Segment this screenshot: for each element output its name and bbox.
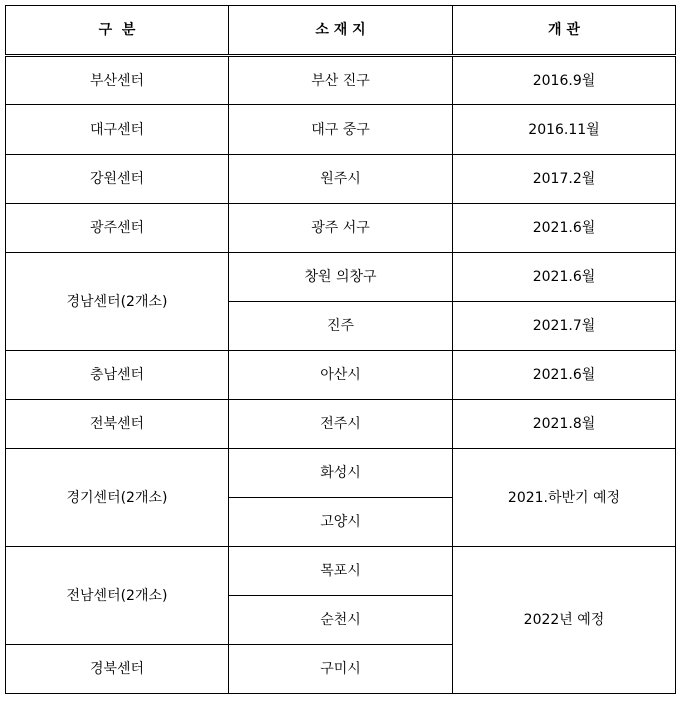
- center-opening: 2021.6월: [453, 204, 676, 253]
- table-row: [6, 449, 676, 498]
- table-row: [6, 547, 676, 596]
- center-name: 대구센터: [6, 105, 229, 155]
- center-location: 구미시: [229, 645, 453, 694]
- center-name: 경남센터(2개소): [6, 253, 229, 351]
- header-location: 소 재 지: [229, 6, 453, 56]
- table-row: [6, 105, 676, 155]
- center-opening: 2016.9월: [453, 56, 676, 105]
- table-row: [6, 56, 676, 105]
- center-location: 광주 서구: [229, 204, 453, 253]
- center-location: 고양시: [229, 498, 453, 547]
- center-opening: 2017.2월: [453, 155, 676, 204]
- centers-table: [5, 5, 676, 694]
- center-opening: 2021.6월: [453, 351, 676, 400]
- center-opening: 2022년 예정: [453, 547, 676, 694]
- table-row: [6, 155, 676, 204]
- center-location: 목포시: [229, 547, 453, 596]
- center-location: 순천시: [229, 596, 453, 645]
- center-opening: 2016.11월: [453, 105, 676, 155]
- center-opening: 2021.6월: [453, 253, 676, 302]
- header-opening: 개 관: [453, 6, 676, 56]
- table-row: [6, 204, 676, 253]
- center-name: 전북센터: [6, 400, 229, 449]
- center-name: 경북센터: [6, 645, 229, 694]
- center-name: 광주센터: [6, 204, 229, 253]
- center-name: 강원센터: [6, 155, 229, 204]
- center-location: 부산 진구: [229, 56, 453, 105]
- center-name: 경기센터(2개소): [6, 449, 229, 547]
- center-opening: 2021.7월: [453, 302, 676, 351]
- table-row: [6, 400, 676, 449]
- center-location: 화성시: [229, 449, 453, 498]
- table-row: [6, 253, 676, 302]
- center-name: 충남센터: [6, 351, 229, 400]
- center-location: 아산시: [229, 351, 453, 400]
- center-location: 원주시: [229, 155, 453, 204]
- center-location: 창원 의창구: [229, 253, 453, 302]
- center-location: 대구 중구: [229, 105, 453, 155]
- center-opening: 2021.하반기 예정: [453, 449, 676, 547]
- center-name: 전남센터(2개소): [6, 547, 229, 645]
- header-row: [6, 6, 676, 56]
- center-opening: 2021.8월: [453, 400, 676, 449]
- center-location: 진주: [229, 302, 453, 351]
- header-category: 구 분: [6, 6, 229, 56]
- center-name: 부산센터: [6, 56, 229, 105]
- center-location: 전주시: [229, 400, 453, 449]
- table-row: [6, 351, 676, 400]
